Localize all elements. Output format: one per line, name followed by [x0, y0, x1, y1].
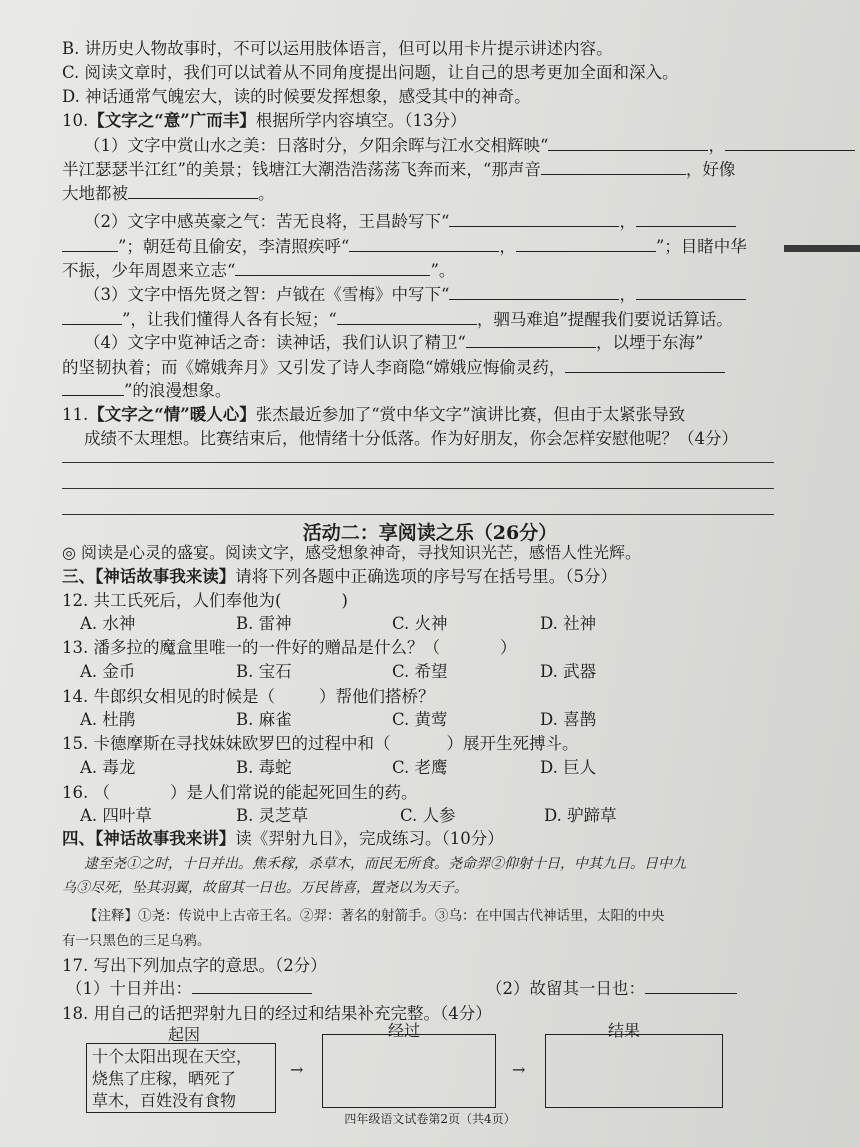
q10-line-2	[62, 158, 735, 181]
answer-blank[interactable]	[636, 210, 736, 227]
q10-line-1	[84, 134, 855, 157]
q10-line-7	[84, 283, 746, 306]
answer-blank[interactable]	[62, 235, 118, 252]
part4-heading	[62, 828, 504, 850]
q11-text: 张杰最近参加了“赏中华文字”演讲比赛，但由于太紧张导致	[255, 405, 686, 424]
activity2-intro: ◎ 阅读是心灵的盛宴。阅读文字，感受想象神奇，寻找知识光芒，感悟人性光辉。	[62, 543, 642, 562]
answer-blank[interactable]	[62, 308, 122, 325]
q10-heading	[62, 110, 466, 132]
answer-blank[interactable]	[349, 235, 499, 252]
answer-blank[interactable]	[128, 182, 258, 199]
option-a[interactable]: A. 杜鹃	[80, 710, 136, 729]
option-b[interactable]: B. 宝石	[236, 662, 292, 681]
passage-line-2: 乌③尽死，坠其羽翼，故留其一日也。万民皆喜，置尧以为天子。	[62, 880, 468, 896]
option-b[interactable]: B. 麻雀	[236, 710, 292, 729]
cause-line-3: 草木，百姓没有食物	[92, 1091, 237, 1110]
answer-blank[interactable]	[235, 259, 430, 276]
option-c-text: C. 阅读文章时，我们可以试着从不同角度提出问题，让自己的思考更加全面和深入。	[62, 63, 679, 82]
option-d-text: D. 神话通常气魄宏大，读的时候要发挥想象，感受其中的神奇。	[62, 87, 531, 106]
answer-blank[interactable]	[337, 308, 477, 325]
q10-text: ，	[619, 285, 636, 304]
q10-text: 大地都被	[62, 184, 128, 203]
page-footer: 四年级语文试卷第2页（共4页）	[344, 1112, 516, 1126]
q14-text: 14. 牛郎织女相见的时候是（	[62, 687, 275, 706]
q17-b-text: （2）故留其一日也：	[486, 979, 645, 998]
option-b-text: B. 讲历史人物故事时，不可以运用肢体语言，但可以用卡片提示讲述内容。	[62, 39, 613, 58]
answer-blank[interactable]	[548, 134, 708, 151]
q18-stem: 18. 用自己的话把羿射九日的经过和结果补充完整。（4分）	[62, 1004, 492, 1023]
option-d[interactable]: D. 社神	[540, 614, 597, 633]
option-b[interactable]: B. 灵芝草	[236, 806, 309, 825]
q17-a-text: （1）十日并出：	[66, 979, 192, 998]
q10-line-5	[62, 235, 747, 258]
q10-line-4	[84, 210, 736, 233]
q10-line-8	[62, 308, 733, 331]
q13-stem	[62, 637, 517, 659]
q10-line-9	[84, 331, 703, 354]
option-b[interactable]: B. 毒蛇	[236, 758, 292, 777]
page-edge-mark	[784, 245, 860, 252]
arrow-icon: →	[512, 1060, 526, 1079]
q12-stem	[62, 590, 348, 612]
cause-box	[86, 1043, 276, 1113]
q15-text: 15. 卡德摩斯在寻找妹妹欧罗巴的过程中和（	[62, 734, 391, 753]
result-box[interactable]	[545, 1034, 723, 1108]
option-b[interactable]: B. 雷神	[236, 614, 292, 633]
answer-blank[interactable]	[636, 283, 746, 300]
passage-note-2: 有一只黑色的三足乌鸦。	[62, 933, 211, 949]
q10-text: ”；目睹中华	[655, 237, 747, 256]
q11-text-2: 成绩不太理想。比赛结束后，他情绪十分低落。作为好朋友，你会怎样安慰他呢？（4分）	[84, 429, 738, 448]
q10-number: 10.	[62, 111, 89, 130]
part3-heading	[62, 566, 617, 588]
answer-blank[interactable]	[192, 977, 312, 994]
q15-stem	[62, 733, 579, 755]
option-d[interactable]: D. 驴蹄草	[544, 806, 617, 825]
q14-text: ）帮他们搭桥？	[319, 687, 435, 706]
option-a[interactable]: A. 水神	[80, 614, 136, 633]
part3-prompt: 请将下列各题中正确选项的序号写在括号里。（5分）	[235, 567, 617, 586]
q10-text: ，以堙于东海”	[595, 333, 704, 352]
answer-blank[interactable]	[725, 134, 855, 151]
q10-text: （4）文字中览神话之奇：读神话，我们认识了精卫“	[84, 333, 466, 352]
answer-blank[interactable]	[541, 158, 686, 175]
option-a[interactable]: A. 毒龙	[80, 758, 136, 777]
answer-blank[interactable]	[645, 977, 737, 994]
q11-title: 【文字之“情”暖人心】	[88, 405, 256, 424]
passage-note-1: 【注释】①尧：传说中上古帝王名。②羿：著名的射箭手。③乌：在中国古代神话里，太阳的中央	[84, 908, 665, 924]
answer-line[interactable]	[62, 462, 774, 463]
q14-stem	[62, 686, 435, 708]
q10-text: 的坚韧执着；而《嫦娥奔月》又引发了诗人李商隐“嫦娥应悔偷灵药，	[62, 358, 566, 377]
q10-text: ，	[499, 237, 516, 256]
option-a[interactable]: A. 金币	[80, 662, 136, 681]
answer-blank[interactable]	[62, 379, 124, 396]
q17-stem: 17. 写出下列加点字的意思。（2分）	[62, 956, 327, 975]
q13-text: ）	[500, 638, 517, 657]
q10-text: ，驷马难追”提醒我们要说话算话。	[476, 310, 733, 329]
q10-text: ”。	[430, 261, 456, 280]
q10-line-11	[62, 379, 231, 402]
option-a[interactable]: A. 四叶草	[80, 806, 152, 825]
process-box[interactable]	[322, 1034, 496, 1108]
q10-line-10	[62, 356, 725, 379]
q17-part-1	[66, 977, 312, 1000]
label-process: 经过	[388, 1021, 421, 1040]
q12-text: )	[341, 591, 348, 610]
q10-text: （3）文字中悟先贤之智：卢钺在《雪梅》中写下“	[84, 285, 450, 304]
option-c[interactable]: C. 人参	[400, 806, 456, 825]
option-c[interactable]: C. 火神	[392, 614, 448, 633]
q10-line-6	[62, 259, 455, 282]
answer-blank[interactable]	[449, 210, 619, 227]
q16-stem	[62, 782, 418, 804]
q15-text: ）展开生死搏斗。	[446, 734, 579, 753]
q17-part-2	[486, 977, 737, 1000]
part3-title: 三、【神话故事我来读】	[62, 567, 236, 586]
answer-blank[interactable]	[449, 283, 619, 300]
answer-blank[interactable]	[565, 356, 725, 373]
q16-text: 16. （	[62, 783, 110, 802]
cause-line-2: 烧焦了庄稼，晒死了	[92, 1069, 237, 1088]
q10-text: 不振，少年周恩来立志“	[62, 261, 236, 280]
answer-blank[interactable]	[516, 235, 656, 252]
arrow-icon: →	[290, 1060, 304, 1079]
option-d[interactable]: D. 喜鹊	[540, 710, 597, 729]
q10-text: ，	[619, 212, 636, 231]
q10-text: 。	[258, 184, 275, 203]
part4-prompt: 读《羿射九日》，完成练习。（10分）	[235, 829, 504, 848]
q10-text: ”；朝廷苟且偷安，李清照疾呼“	[118, 237, 350, 256]
q10-line-3	[62, 182, 275, 205]
q10-text: （1）文字中赏山水之美：日落时分，夕阳余晖与江水交相辉映“	[84, 136, 549, 155]
q10-text: （2）文字中感英豪之气：苦无良将，王昌龄写下“	[84, 212, 450, 231]
answer-line[interactable]	[62, 488, 774, 489]
option-c[interactable]: C. 黄莺	[392, 710, 448, 729]
q12-text: 12. 共工氏死后，人们奉他为(	[62, 591, 282, 610]
label-cause: 起因	[168, 1025, 201, 1044]
q10-text: ，	[708, 136, 725, 155]
answer-line[interactable]	[62, 514, 774, 515]
q10-prompt: 根据所学内容填空。（13分）	[255, 111, 467, 130]
option-d[interactable]: D. 武器	[540, 662, 597, 681]
q10-title: 【文字之“意”广而丰】	[88, 111, 256, 130]
answer-blank[interactable]	[466, 331, 596, 348]
q10-text: ”的浪漫想象。	[124, 381, 232, 400]
q10-text: 半江瑟瑟半江红”的美景；钱塘江大潮浩浩荡荡飞奔而来，“那声音	[62, 160, 541, 179]
q10-text: ”，让我们懂得人各有长短；“	[122, 310, 337, 329]
q16-text: ）是人们常说的能起死回生的药。	[170, 783, 418, 802]
q13-text: 13. 潘多拉的魔盒里唯一的一件好的赠品是什么？（	[62, 638, 440, 657]
passage-line-1: 逮至尧①之时，十日并出。焦禾稼，杀草木，而民无所食。尧命羿②仰射十日，中其九日。日中九	[84, 856, 686, 872]
q10-text: ，好像	[685, 160, 736, 179]
part4-title: 四、【神话故事我来讲】	[62, 829, 236, 848]
activity2-title: 活动二：享阅读之乐（26分）	[302, 522, 558, 544]
cause-line-1: 十个太阳出现在天空，	[92, 1047, 253, 1066]
q11-number: 11.	[62, 405, 89, 424]
option-c[interactable]: C. 老鹰	[392, 758, 448, 777]
q11-heading	[62, 404, 685, 426]
option-d[interactable]: D. 巨人	[540, 758, 597, 777]
option-c[interactable]: C. 希望	[392, 662, 448, 681]
label-result: 结果	[608, 1021, 641, 1040]
